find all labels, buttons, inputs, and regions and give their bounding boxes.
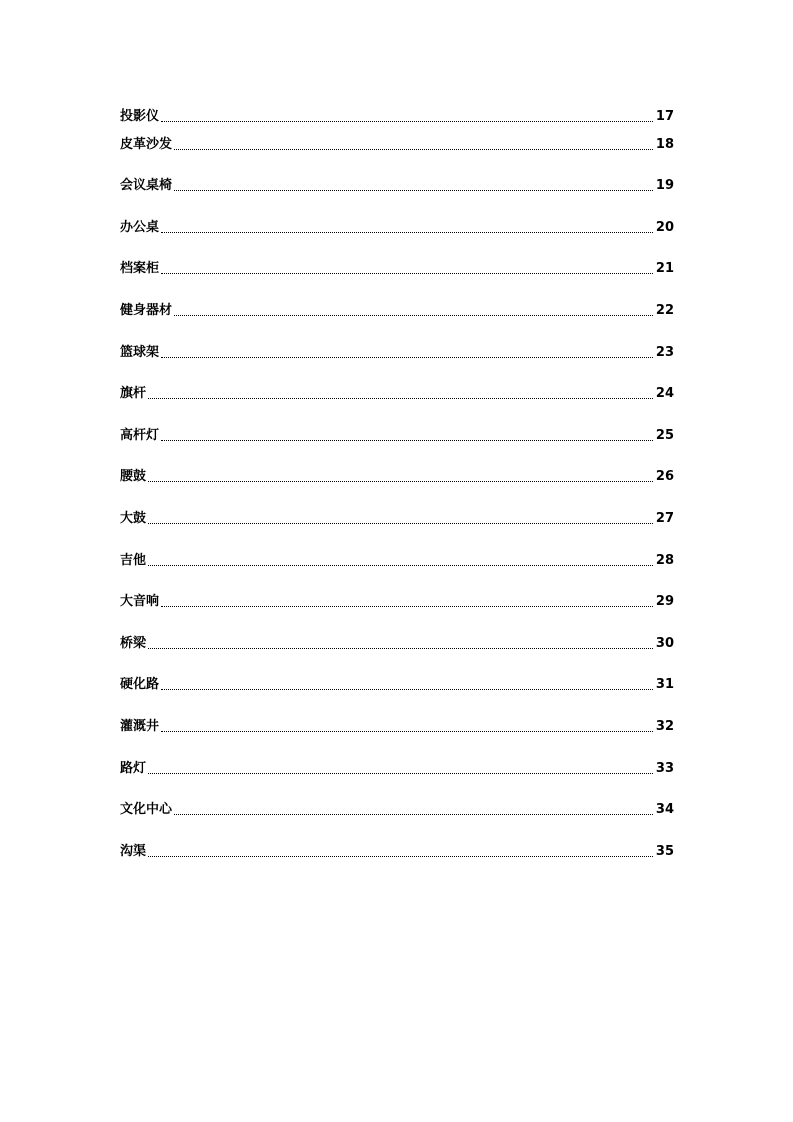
toc-entry-page-number: 18 <box>655 136 674 152</box>
toc-entry[interactable] <box>120 793 674 835</box>
toc-entry[interactable] <box>120 107 674 127</box>
toc-dot-leader <box>148 481 653 482</box>
toc-entry-page-number: 34 <box>655 802 674 818</box>
toc-entry-label: 路灯 <box>120 760 147 776</box>
toc-dot-leader <box>161 121 653 122</box>
table-of-contents <box>120 107 674 876</box>
toc-entry-label: 文化中心 <box>120 802 173 818</box>
toc-dot-leader <box>148 565 653 566</box>
toc-entry-label: 档案柜 <box>120 261 160 277</box>
toc-dot-leader <box>148 773 653 774</box>
toc-entry-label: 篮球架 <box>120 344 160 360</box>
toc-dot-leader <box>161 606 653 607</box>
toc-dot-leader <box>148 523 653 524</box>
toc-entry-page-number: 17 <box>655 109 674 124</box>
toc-entry-label: 大鼓 <box>120 510 147 526</box>
toc-entry-label: 办公桌 <box>120 219 160 235</box>
toc-entry-label: 旗杆 <box>120 386 147 402</box>
toc-entry-label: 高杆灯 <box>120 427 160 443</box>
toc-entry[interactable] <box>120 834 674 876</box>
toc-entry-page-number: 35 <box>655 843 674 859</box>
toc-dot-leader <box>174 149 653 150</box>
toc-entry[interactable] <box>120 169 674 211</box>
toc-entry-label: 健身器材 <box>120 302 173 318</box>
toc-dot-leader <box>148 856 653 857</box>
toc-entry[interactable] <box>120 501 674 543</box>
toc-entry[interactable] <box>120 418 674 460</box>
toc-entry[interactable] <box>120 335 674 377</box>
toc-entry-page-number: 19 <box>655 178 674 194</box>
toc-entry[interactable] <box>120 626 674 668</box>
toc-entry[interactable] <box>120 543 674 585</box>
toc-entry-label: 投影仪 <box>120 109 160 124</box>
toc-entry[interactable] <box>120 210 674 252</box>
toc-entry-label: 灌溉井 <box>120 718 160 734</box>
toc-entry[interactable] <box>120 460 674 502</box>
toc-entry-page-number: 21 <box>655 261 674 277</box>
toc-entry-page-number: 29 <box>655 594 674 610</box>
toc-dot-leader <box>174 814 653 815</box>
toc-entry-page-number: 28 <box>655 552 674 568</box>
toc-dot-leader <box>161 440 653 441</box>
toc-dot-leader <box>174 190 653 191</box>
toc-entry-label: 硬化路 <box>120 677 160 693</box>
toc-entry-page-number: 33 <box>655 760 674 776</box>
toc-entry[interactable] <box>120 293 674 335</box>
toc-entry[interactable] <box>120 751 674 793</box>
toc-entry-page-number: 22 <box>655 302 674 318</box>
toc-entry[interactable] <box>120 668 674 710</box>
toc-dot-leader <box>174 315 653 316</box>
toc-entry-page-number: 23 <box>655 344 674 360</box>
toc-entry-label: 沟渠 <box>120 843 147 859</box>
toc-entry[interactable] <box>120 252 674 294</box>
toc-entry-label: 会议桌椅 <box>120 178 173 194</box>
toc-entry-page-number: 25 <box>655 427 674 443</box>
toc-entry[interactable] <box>120 585 674 627</box>
toc-entry-label: 腰鼓 <box>120 469 147 485</box>
toc-dot-leader <box>161 689 653 690</box>
toc-entry[interactable] <box>120 377 674 419</box>
toc-entry-label: 大音响 <box>120 594 160 610</box>
toc-entry-page-number: 24 <box>655 386 674 402</box>
toc-dot-leader <box>161 273 653 274</box>
toc-entry-label: 桥梁 <box>120 635 147 651</box>
toc-dot-leader <box>161 731 653 732</box>
toc-entry-page-number: 27 <box>655 510 674 526</box>
toc-entry-label: 吉他 <box>120 552 147 568</box>
toc-entry-page-number: 26 <box>655 469 674 485</box>
toc-entry[interactable] <box>120 709 674 751</box>
toc-entry-page-number: 20 <box>655 219 674 235</box>
toc-dot-leader <box>148 648 653 649</box>
toc-entry[interactable] <box>120 127 674 169</box>
toc-dot-leader <box>148 398 653 399</box>
toc-dot-leader <box>161 357 653 358</box>
toc-entry-label: 皮革沙发 <box>120 136 173 152</box>
toc-dot-leader <box>161 232 653 233</box>
toc-entry-page-number: 31 <box>655 677 674 693</box>
toc-entry-page-number: 30 <box>655 635 674 651</box>
toc-entry-page-number: 32 <box>655 718 674 734</box>
